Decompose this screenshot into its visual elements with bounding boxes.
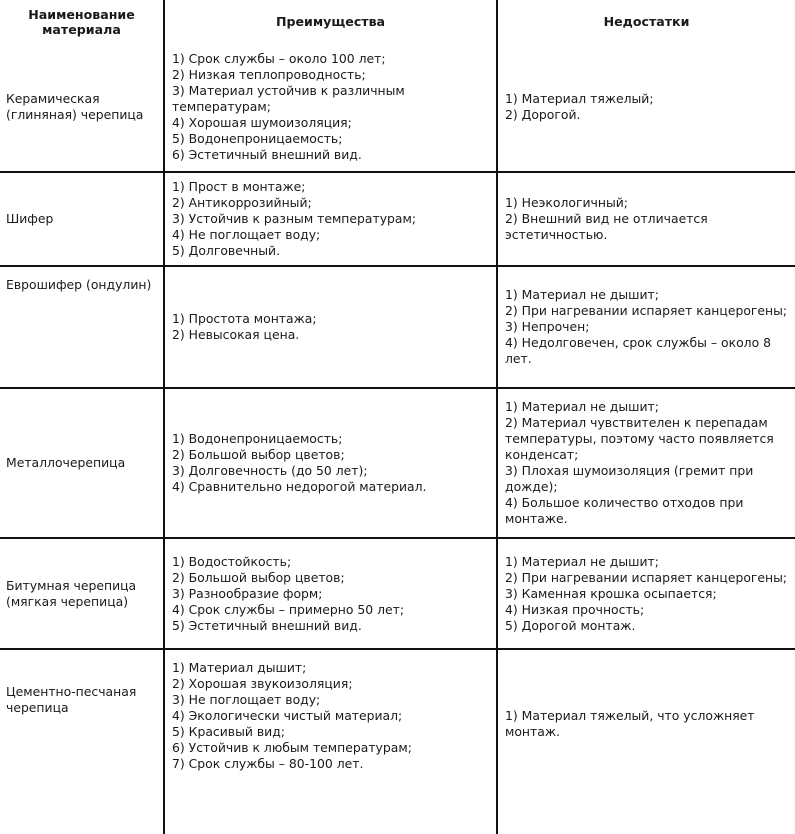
- advantage-item: 4) Экологически чистый материал;: [172, 708, 403, 723]
- disadvantage-item: 1) Материал не дышит;: [505, 287, 659, 302]
- disadvantage-item: 1) Материал тяжелый;: [505, 91, 654, 106]
- table-row: [0, 43, 795, 172]
- advantage-item: 5) Красивый вид;: [172, 724, 285, 739]
- material-name-cell: Битумная черепица (мягкая черепица): [0, 538, 164, 649]
- disadvantages-cell: [497, 43, 795, 172]
- disadvantages-cell: [497, 172, 795, 266]
- material-name-cell: Керамическая (глиняная) черепица: [6, 91, 144, 122]
- disadvantages-cell: [497, 388, 795, 538]
- advantages-cell: [164, 649, 497, 834]
- advantage-item: 3) Устойчив к разным температурам;: [172, 211, 417, 226]
- advantage-item: 3) Разнообразие форм;: [172, 585, 323, 601]
- header-advantages: Преимущества: [164, 0, 497, 43]
- advantage-item: 2) Низкая теплопроводность;: [172, 67, 366, 82]
- disadvantage-item: 2) Внешний вид не отличается эстетичностью.: [505, 211, 708, 242]
- advantage-item: 1) Простота монтажа;: [172, 311, 317, 326]
- advantage-item: 6) Эстетичный внешний вид.: [172, 147, 362, 162]
- advantage-item: 4) Сравнительно недорогой материал.: [172, 479, 427, 494]
- table-row: [0, 388, 795, 538]
- advantage-item: 2) Большой выбор цветов;: [172, 447, 345, 462]
- advantage-item: 2) Большой выбор цветов;: [172, 569, 345, 585]
- advantages-cell: [164, 172, 497, 266]
- advantage-item: 1) Материал дышит;: [172, 660, 307, 675]
- advantage-item: 1) Водонепроницаемость;: [172, 431, 343, 446]
- disadvantages-cell: [497, 538, 795, 649]
- advantage-item: 2) Хорошая звукоизоляция;: [172, 676, 353, 691]
- advantage-item: 4) Не поглощает воду;: [172, 227, 321, 242]
- material-name-cell: Цементно-песчаная черепица: [0, 649, 164, 834]
- advantage-item: 1) Прост в монтаже;: [172, 179, 306, 194]
- advantage-item: 3) Материал устойчив к различным температурам;: [172, 83, 405, 114]
- disadvantage-item: 3) Непрочен;: [505, 319, 590, 334]
- advantage-item: 3) Не поглощает воду;: [172, 692, 321, 707]
- advantage-item: 4) Срок службы – примерно 50 лет;: [172, 601, 405, 617]
- table-row: [0, 649, 795, 834]
- advantage-item: 3) Долговечность (до 50 лет);: [172, 463, 368, 478]
- advantages-cell: [164, 266, 497, 388]
- disadvantage-item: 3) Каменная крошка осыпается;: [505, 585, 717, 601]
- disadvantage-item: 1) Материал не дышит;: [505, 553, 659, 569]
- advantage-item: 4) Хорошая шумоизоляция;: [172, 115, 352, 130]
- disadvantages-cell: [497, 266, 795, 388]
- disadvantage-item: 2) При нагревании испаряет канцерогены;: [505, 569, 788, 585]
- material-name-cell: Еврошифер (ондулин): [0, 266, 164, 388]
- disadvantage-item: 4) Недолговечен, срок службы – около 8 лет.: [505, 335, 771, 366]
- advantage-item: 2) Антикоррозийный;: [172, 195, 312, 210]
- advantage-item: 2) Невысокая цена.: [172, 327, 300, 342]
- disadvantage-item: 2) Дорогой.: [505, 107, 581, 122]
- advantages-cell: [164, 43, 497, 172]
- material-name-cell: Металлочерепица: [0, 388, 164, 538]
- disadvantage-item: 1) Материал тяжелый, что усложняет монтаж.: [505, 708, 755, 739]
- advantage-item: 5) Долговечный.: [172, 243, 281, 258]
- advantage-item: 5) Водонепроницаемость;: [172, 131, 343, 146]
- header-row: [0, 0, 795, 43]
- disadvantage-item: 4) Большое количество отходов при монтаже.: [505, 495, 744, 526]
- advantage-item: 5) Эстетичный внешний вид.: [172, 617, 362, 633]
- disadvantage-item: 3) Плохая шумоизоляция (гремит при дожде);: [505, 463, 754, 494]
- header-disadvantages: Недостатки: [497, 0, 795, 43]
- disadvantage-item: 2) При нагревании испаряет канцерогены;: [505, 303, 788, 318]
- advantage-item: 1) Водостойкость;: [172, 553, 292, 569]
- material-name-cell: Шифер: [0, 172, 164, 266]
- disadvantage-item: 2) Материал чувствителен к перепадам температуры, поэтому часто появляется конденсат;: [505, 415, 774, 462]
- disadvantages-cell: [497, 649, 795, 834]
- advantage-item: 1) Срок службы – около 100 лет;: [172, 51, 386, 66]
- advantages-cell: [164, 388, 497, 538]
- disadvantage-item: 4) Низкая прочность;: [505, 601, 645, 617]
- table-row: [0, 538, 795, 649]
- header-material-name: Наименование материала: [28, 6, 135, 37]
- advantages-cell: [164, 538, 497, 649]
- disadvantage-item: 5) Дорогой монтаж.: [505, 617, 636, 633]
- disadvantage-item: 1) Неэкологичный;: [505, 195, 628, 210]
- table-row: [0, 266, 795, 388]
- advantage-item: 7) Срок службы – 80-100 лет.: [172, 756, 364, 771]
- disadvantage-item: 1) Материал не дышит;: [505, 399, 659, 414]
- advantage-item: 6) Устойчив к любым температурам;: [172, 740, 412, 755]
- table-row: [0, 172, 795, 266]
